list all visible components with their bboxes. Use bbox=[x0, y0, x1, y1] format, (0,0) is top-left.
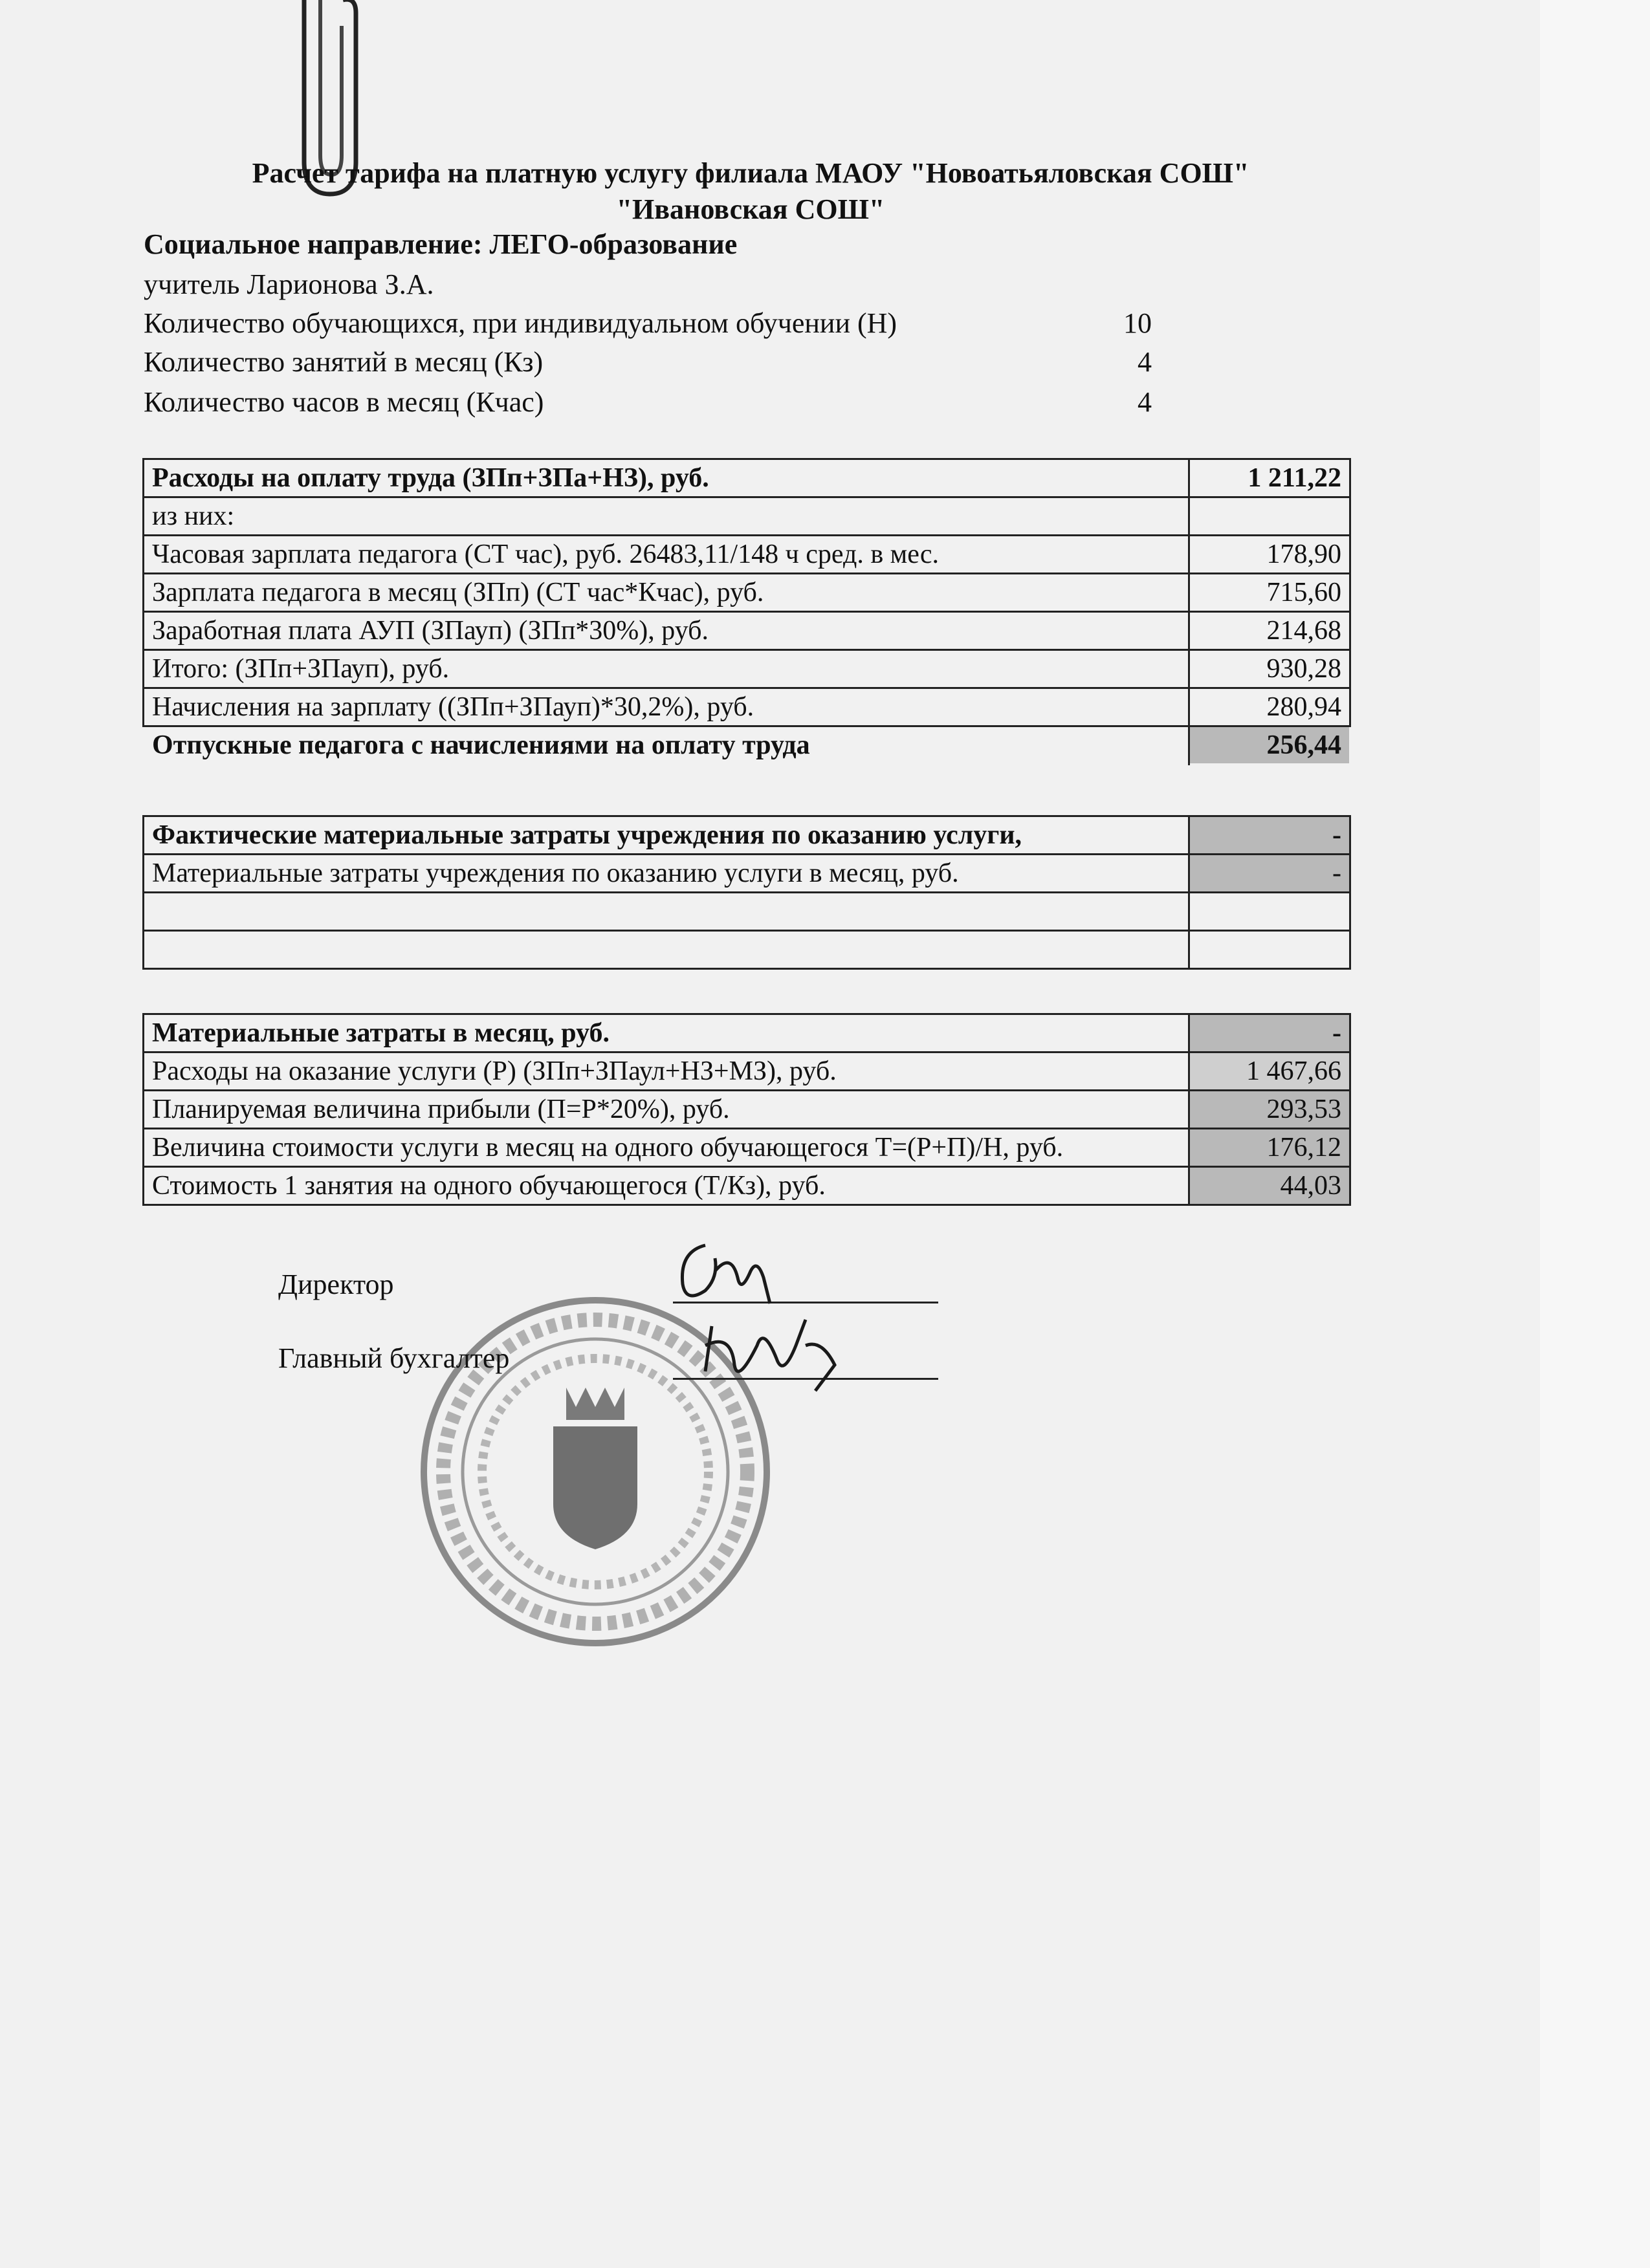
row-label: Начисления на зарплату ((ЗПп+ЗПауп)*30,2%), руб. bbox=[144, 688, 1189, 726]
table-row bbox=[144, 536, 1350, 574]
document-title-line2: "Ивановская СОШ" bbox=[616, 193, 885, 225]
row-label: из них: bbox=[144, 497, 1189, 536]
row-label bbox=[144, 931, 1189, 969]
material-month-header-value: - bbox=[1189, 1014, 1350, 1052]
direction-line: Социальное направление: ЛЕГО-образование bbox=[144, 228, 738, 260]
labor-costs-table bbox=[142, 458, 1351, 765]
row-label: Стоимость 1 занятия на одного обучающегося (Т/Кз), руб. bbox=[144, 1167, 1189, 1205]
row-label: Заработная плата АУП (ЗПауп) (ЗПп*30%), руб. bbox=[144, 612, 1189, 650]
table-row bbox=[144, 459, 1350, 497]
row-value: 715,60 bbox=[1189, 574, 1350, 612]
row-label: Итого: (ЗПп+ЗПауп), руб. bbox=[144, 650, 1189, 688]
table-row bbox=[144, 1091, 1350, 1129]
material-actual-header-value: - bbox=[1189, 816, 1350, 855]
param-value-students: 10 bbox=[1123, 307, 1152, 339]
material-costs-actual-table bbox=[142, 815, 1351, 970]
vacation-pay-value: 256,44 bbox=[1189, 726, 1350, 765]
table-row bbox=[144, 497, 1350, 536]
param-value-lessons: 4 bbox=[1138, 346, 1152, 378]
row-value bbox=[1189, 497, 1350, 536]
material-actual-header-label: Фактические материальные затраты учреждения по оказанию услуги, bbox=[144, 816, 1189, 855]
labor-costs-header-value: 1 211,22 bbox=[1189, 459, 1350, 497]
row-label: Материальные затраты учреждения по оказанию услуги в месяц, руб. bbox=[144, 855, 1189, 893]
table-row bbox=[144, 931, 1350, 969]
table-row bbox=[144, 1052, 1350, 1091]
row-label: Планируемая величина прибыли (П=Р*20%), руб. bbox=[144, 1091, 1189, 1129]
row-value: 293,53 bbox=[1189, 1091, 1350, 1129]
table-row bbox=[144, 1014, 1350, 1052]
director-label: Директор bbox=[278, 1269, 394, 1300]
table-row bbox=[144, 726, 1350, 765]
row-value bbox=[1189, 931, 1350, 969]
row-value: 1 467,66 bbox=[1189, 1052, 1350, 1091]
row-label: Расходы на оказание услуги (Р) (ЗПп+ЗПаул+НЗ+МЗ), руб. bbox=[144, 1052, 1189, 1091]
director-signature-icon bbox=[666, 1232, 809, 1310]
accountant-signature-icon bbox=[686, 1307, 854, 1397]
table-row bbox=[144, 893, 1350, 931]
teacher-line: учитель Ларионова З.А. bbox=[144, 268, 434, 300]
document-title-line1: Расчет тарифа на платную услугу филиала МАОУ "Новоатьяловская СОШ" bbox=[252, 157, 1249, 189]
param-label-students: Количество обучающихся, при индивидуальном обучении (Н) bbox=[144, 307, 897, 339]
table-row bbox=[144, 574, 1350, 612]
param-value-hours: 4 bbox=[1138, 386, 1152, 418]
row-label: Зарплата педагога в месяц (ЗПп) (СТ час*Кчас), руб. bbox=[144, 574, 1189, 612]
row-value: 930,28 bbox=[1189, 650, 1350, 688]
cost-summary-table bbox=[142, 1013, 1351, 1206]
row-value bbox=[1189, 893, 1350, 931]
table-row bbox=[144, 816, 1350, 855]
vacation-pay-label: Отпускные педагога с начислениями на оплату труда bbox=[144, 726, 1189, 765]
row-value: 178,90 bbox=[1189, 536, 1350, 574]
labor-costs-header-label: Расходы на оплату труда (ЗПп+ЗПа+НЗ), руб. bbox=[144, 459, 1189, 497]
row-label bbox=[144, 893, 1189, 931]
row-value: - bbox=[1189, 855, 1350, 893]
param-label-lessons: Количество занятий в месяц (Кз) bbox=[144, 346, 544, 378]
param-label-hours: Количество часов в месяц (Кчас) bbox=[144, 386, 544, 418]
chief-accountant-label: Главный бухгалтер bbox=[278, 1342, 510, 1374]
row-value: 176,12 bbox=[1189, 1129, 1350, 1167]
table-row bbox=[144, 688, 1350, 726]
table-row bbox=[144, 855, 1350, 893]
table-row bbox=[144, 612, 1350, 650]
row-label: Часовая зарплата педагога (СТ час), руб. 26483,11/148 ч сред. в мес. bbox=[144, 536, 1189, 574]
scan-edge-shade bbox=[1540, 0, 1650, 2268]
table-row bbox=[144, 1167, 1350, 1205]
row-label: Величина стоимости услуги в месяц на одного обучающегося Т=(Р+П)/Н, руб. bbox=[144, 1129, 1189, 1167]
material-month-header-label: Материальные затраты в месяц, руб. bbox=[144, 1014, 1189, 1052]
table-row bbox=[144, 1129, 1350, 1167]
row-value: 280,94 bbox=[1189, 688, 1350, 726]
row-value: 44,03 bbox=[1189, 1167, 1350, 1205]
table-row bbox=[144, 650, 1350, 688]
row-value: 214,68 bbox=[1189, 612, 1350, 650]
